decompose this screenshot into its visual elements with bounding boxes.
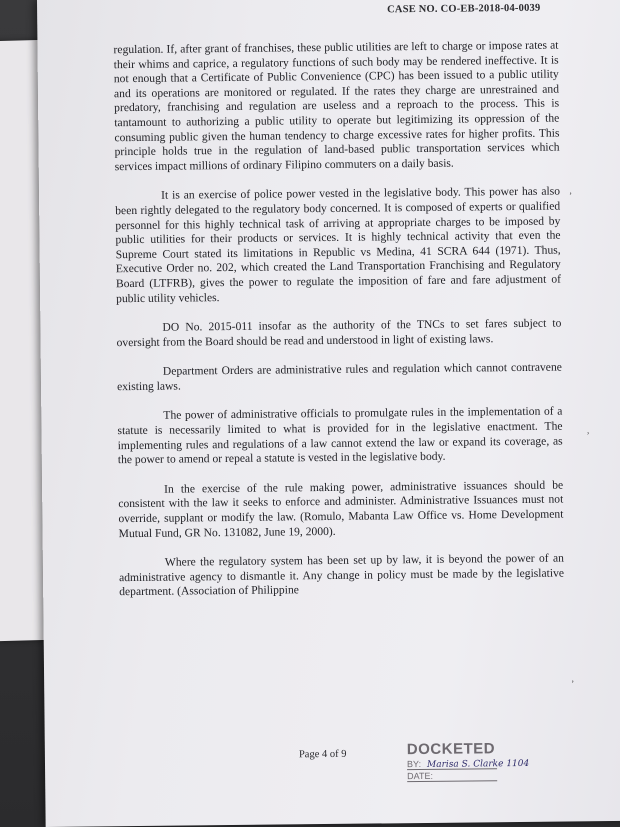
paragraph: It is an exercise of police power vested in the legislative body. This power has also been rightly delegated to the regulatory body concerned. It is composed of experts or qualified personnel for this highly technical task of arriving at appropriate charges to be imposed by public utilities for their products or services. It is highly technical activity that even the Supreme Court stated its limitations in Republic vs Medina, 41 SCRA 644 (1971). Thus, Executive Order no. 202, which created the Land Transportation Franchising and Regulatory Board (LTFRB), gives the power to regulate the imposition of fare and fare adjustment of public utility vehicles. bbox=[115, 184, 562, 305]
stamp-by: BY: bbox=[407, 758, 497, 770]
page-number: Page 4 of 9 bbox=[298, 748, 347, 761]
paragraph: The power of administrative officials to promulgate rules in the implementation of a statute is necessarily limited to what is provided for in the legislative enactment. The implementing rules and regulations of a law cannot extend the law or expand its coverage, as the power to amend or repeal a statute is vested in the legislative body. bbox=[117, 404, 563, 467]
stamp-title: DOCKETED bbox=[406, 740, 496, 759]
margin-mark: ’ bbox=[569, 190, 573, 201]
document-page bbox=[37, 0, 620, 827]
paragraph: In the exercise of the rule making power, administrative issuances should be consistent with the law it seeks to enforce and administer. Administrative Issuances must not override, supplant or modify the law. (Romulo, Mabanta Law Office vs. Home Development Mutual Fund, GR No. 131082, June 19, 2000). bbox=[118, 478, 564, 540]
stamp-date: DATE: bbox=[407, 770, 497, 782]
paragraph: Where the regulatory system has been set up by law, it is beyond the power of an administrative agency to dismantle it. Any change in policy must be made by the legislative department. (Association of Philippine bbox=[118, 551, 565, 599]
handwritten-signature bbox=[427, 759, 529, 770]
document-body bbox=[113, 39, 564, 616]
margin-mark: ’ bbox=[571, 678, 575, 689]
paragraph: Department Orders are administrative rules and regulation which cannot contravene existing laws. bbox=[116, 360, 562, 394]
case-number: CASE NO. CO-EB-2018-04-0039 bbox=[387, 2, 541, 16]
paragraph: DO No. 2015-011 insofar as the authority of the TNCs to set fares subject to oversight from the Board should be read and understood in light of existing laws. bbox=[116, 316, 562, 349]
signature-name: Marisa S. Clarke bbox=[426, 759, 504, 770]
margin-mark: ’ bbox=[586, 430, 590, 441]
paragraph: regulation. If, after grant of franchises, these public utilities are left to charge or impose rates at their whims and caprice, a regulatory functions of such body may be rendered ineffective. It is not enough that a Certificate of Public Convenience (CPC) has been issued to a public utility and its operations are monitored or regulated. If the rates they charge are unrestrained and predatory, franchising and regulation are useless and a reproach to the process. This is tantamount to authorizing a public utility to operate but legitimizing its oppression of the consuming public given the human tendency to charge excessive rates for higher profits. This principle holds true in the regulation of land-based public transportation services which services impact millions of ordinary Filipino commuters on a daily basis. bbox=[113, 38, 560, 173]
signature-time: 1104 bbox=[506, 758, 530, 770]
